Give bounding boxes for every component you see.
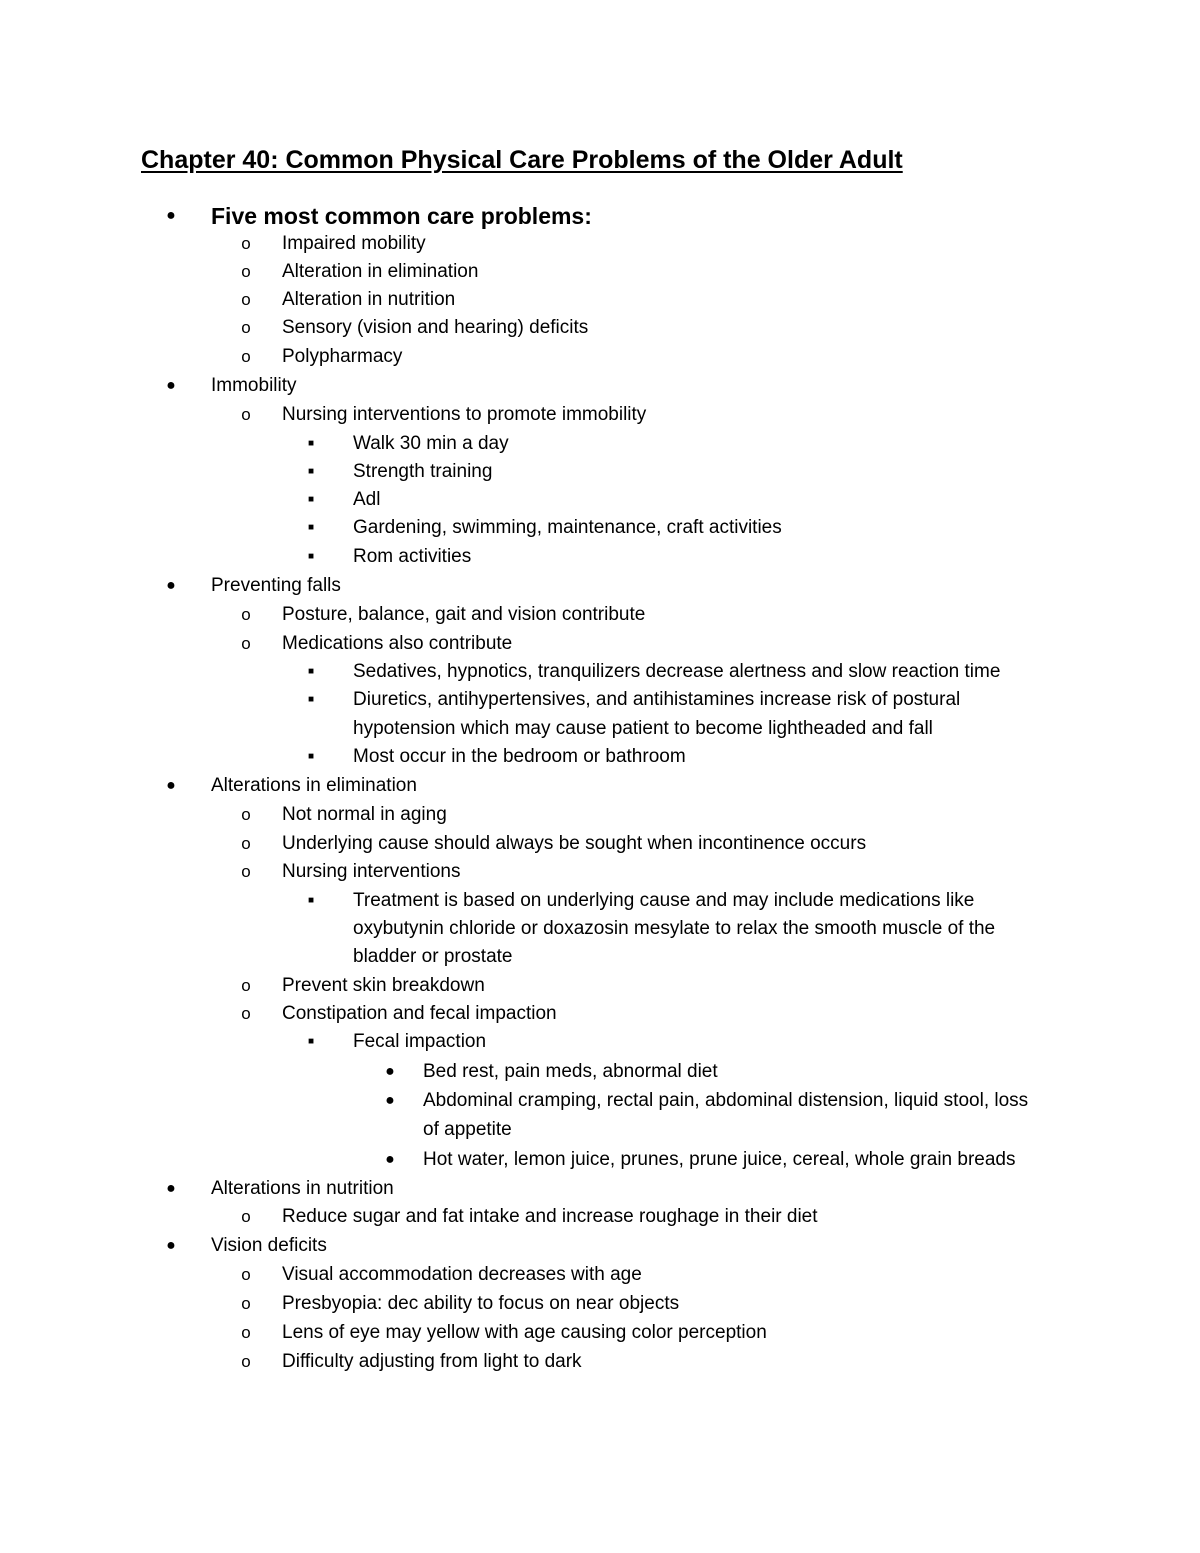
circle-bullet-icon: o (241, 605, 251, 624)
outline-item-level-3 (0, 514, 1200, 542)
outline-item-text: Lens of eye may yellow with age causing color perception (282, 1322, 767, 1343)
outline-item-text: Preventing falls (211, 575, 341, 596)
circle-bullet-icon: o (241, 1352, 251, 1371)
circle-bullet-icon: o (241, 318, 251, 337)
disc-bullet-icon: ● (166, 207, 176, 224)
outline-item-text: Sensory (vision and hearing) deficits (282, 317, 589, 338)
disc-bullet-icon: ● (385, 1151, 395, 1168)
square-bullet-icon: ■ (307, 694, 315, 705)
outline-item-text: Alterations in nutrition (211, 1178, 394, 1199)
outline-item-level-2 (0, 230, 1200, 258)
outline-item-text: bladder or prostate (353, 946, 513, 967)
square-bullet-icon: ■ (307, 438, 315, 449)
outline-item-text: Alteration in nutrition (282, 289, 456, 310)
outline-item-level-4 (0, 1058, 1200, 1086)
outline-item-level-2 (0, 286, 1200, 314)
circle-bullet-icon: o (241, 347, 251, 366)
outline-item-text: of appetite (423, 1119, 512, 1140)
outline-item-text: Sedatives, hypnotics, tranquilizers decrease alertness and slow reaction time (353, 661, 1001, 682)
outline-item-level-2 (0, 401, 1200, 429)
square-bullet-icon: ■ (307, 522, 315, 533)
square-bullet-icon: ■ (307, 1036, 315, 1047)
square-bullet-icon: ■ (307, 895, 315, 906)
outline-item-level-3 (0, 1028, 1200, 1056)
outline-item-level-2 (0, 972, 1200, 1000)
outline-item-level-1 (0, 1232, 1200, 1260)
outline-item-text: Walk 30 min a day (353, 433, 509, 454)
outline-item-level-3 (0, 686, 1200, 714)
outline-item-text: Hot water, lemon juice, prunes, prune juice, cereal, whole grain breads (423, 1149, 1016, 1170)
outline-item-text: Medications also contribute (282, 633, 513, 654)
disc-bullet-icon: ● (166, 777, 176, 794)
circle-bullet-icon: o (241, 290, 251, 309)
outline-item-text: Gardening, swimming, maintenance, craft activities (353, 517, 782, 538)
outline-item-level-2 (0, 830, 1200, 858)
outline-item-text: Immobility (211, 375, 297, 396)
outline-item-text: Not normal in aging (282, 804, 447, 825)
outline-item-level-3 (0, 915, 1200, 943)
outline-item-text: Posture, balance, gait and vision contribute (282, 604, 646, 625)
outline-item-level-4 (0, 1116, 1200, 1144)
outline-item-level-2 (0, 1319, 1200, 1347)
circle-bullet-icon: o (241, 1207, 251, 1226)
outline-item-level-3 (0, 743, 1200, 771)
outline-item-text: Fecal impaction (353, 1031, 487, 1052)
outline-item-text: Most occur in the bedroom or bathroom (353, 746, 686, 767)
square-bullet-icon: ■ (307, 751, 315, 762)
outline-item-level-2 (0, 601, 1200, 629)
outline-item-text: Treatment is based on underlying cause and may include medications like (353, 890, 975, 911)
square-bullet-icon: ■ (307, 494, 315, 505)
outline-item-text: Underlying cause should always be sought when incontinence occurs (282, 833, 867, 854)
disc-bullet-icon: ● (166, 1237, 176, 1254)
circle-bullet-icon: o (241, 834, 251, 853)
outline-item-level-3 (0, 486, 1200, 514)
circle-bullet-icon: o (241, 634, 251, 653)
outline-item-level-2 (0, 1348, 1200, 1376)
outline-item-text: Nursing interventions to promote immobility (282, 404, 647, 425)
outline-item-text: Strength training (353, 461, 493, 482)
outline-item-level-3 (0, 430, 1200, 458)
circle-bullet-icon: o (241, 1265, 251, 1284)
square-bullet-icon: ■ (307, 551, 315, 562)
outline-item-text: Visual accommodation decreases with age (282, 1264, 642, 1285)
circle-bullet-icon: o (241, 234, 251, 253)
outline-item-text: hypotension which may cause patient to become lightheaded and fall (353, 718, 933, 739)
outline-item-text: Rom activities (353, 546, 472, 567)
outline-item-text: Alterations in elimination (211, 775, 417, 796)
outline-item-level-3 (0, 887, 1200, 915)
outline-item-text: Reduce sugar and fat intake and increase roughage in their diet (282, 1206, 818, 1227)
outline-item-level-3 (0, 458, 1200, 486)
outline-item-text: Constipation and fecal impaction (282, 1003, 557, 1024)
outline-item-level-2 (0, 343, 1200, 371)
disc-bullet-icon: ● (166, 1180, 176, 1197)
outline-item-level-3 (0, 658, 1200, 686)
outline-item-text: Presbyopia: dec ability to focus on near objects (282, 1293, 680, 1314)
outline-item-text: Adl (353, 489, 381, 510)
outline-item-level-1 (0, 572, 1200, 600)
disc-bullet-icon: ● (166, 577, 176, 594)
square-bullet-icon: ■ (307, 666, 315, 677)
outline-item-text: Bed rest, pain meds, abnormal diet (423, 1061, 718, 1082)
outline-item-text: Polypharmacy (282, 346, 403, 367)
outline-item-text: Nursing interventions (282, 861, 461, 882)
disc-bullet-icon: ● (385, 1092, 395, 1109)
outline-item-level-4 (0, 1146, 1200, 1174)
outline-item-level-1 (0, 372, 1200, 400)
outline-item-level-1 (0, 772, 1200, 800)
outline-item-text: Five most common care problems: (211, 203, 592, 229)
outline-item-text: oxybutynin chloride or doxazosin mesylate to relax the smooth muscle of the (353, 918, 996, 939)
outline-item-level-1 (0, 200, 1200, 232)
outline-item-text: Difficulty adjusting from light to dark (282, 1351, 582, 1372)
circle-bullet-icon: o (241, 805, 251, 824)
outline-item-level-2 (0, 1203, 1200, 1231)
outline-item-level-2 (0, 1261, 1200, 1289)
circle-bullet-icon: o (241, 1323, 251, 1342)
outline-item-level-2 (0, 630, 1200, 658)
disc-bullet-icon: ● (385, 1063, 395, 1080)
outline-item-text: Prevent skin breakdown (282, 975, 485, 996)
document-title: Chapter 40: Common Physical Care Problems of the Older Adult (141, 146, 903, 174)
outline-item-text: Diuretics, antihypertensives, and antihistamines increase risk of postural (353, 689, 961, 710)
outline-item-level-3 (0, 715, 1200, 743)
outline-item-text: Alteration in elimination (282, 261, 479, 282)
outline-item-level-2 (0, 258, 1200, 286)
outline-item-text: Vision deficits (211, 1235, 327, 1256)
outline-item-level-2 (0, 1290, 1200, 1318)
outline-item-level-4 (0, 1087, 1200, 1115)
circle-bullet-icon: o (241, 262, 251, 281)
outline-item-level-3 (0, 543, 1200, 571)
circle-bullet-icon: o (241, 1004, 251, 1023)
circle-bullet-icon: o (241, 1294, 251, 1313)
outline-item-level-2 (0, 314, 1200, 342)
square-bullet-icon: ■ (307, 466, 315, 477)
circle-bullet-icon: o (241, 405, 251, 424)
outline-item-level-2 (0, 1000, 1200, 1028)
circle-bullet-icon: o (241, 976, 251, 995)
outline-item-text: Abdominal cramping, rectal pain, abdominal distension, liquid stool, loss (423, 1090, 1029, 1111)
outline-item-level-2 (0, 801, 1200, 829)
disc-bullet-icon: ● (166, 377, 176, 394)
outline-item-text: Impaired mobility (282, 233, 426, 254)
outline-item-level-1 (0, 1175, 1200, 1203)
circle-bullet-icon: o (241, 862, 251, 881)
outline-item-level-2 (0, 858, 1200, 886)
outline-item-level-3 (0, 943, 1200, 971)
